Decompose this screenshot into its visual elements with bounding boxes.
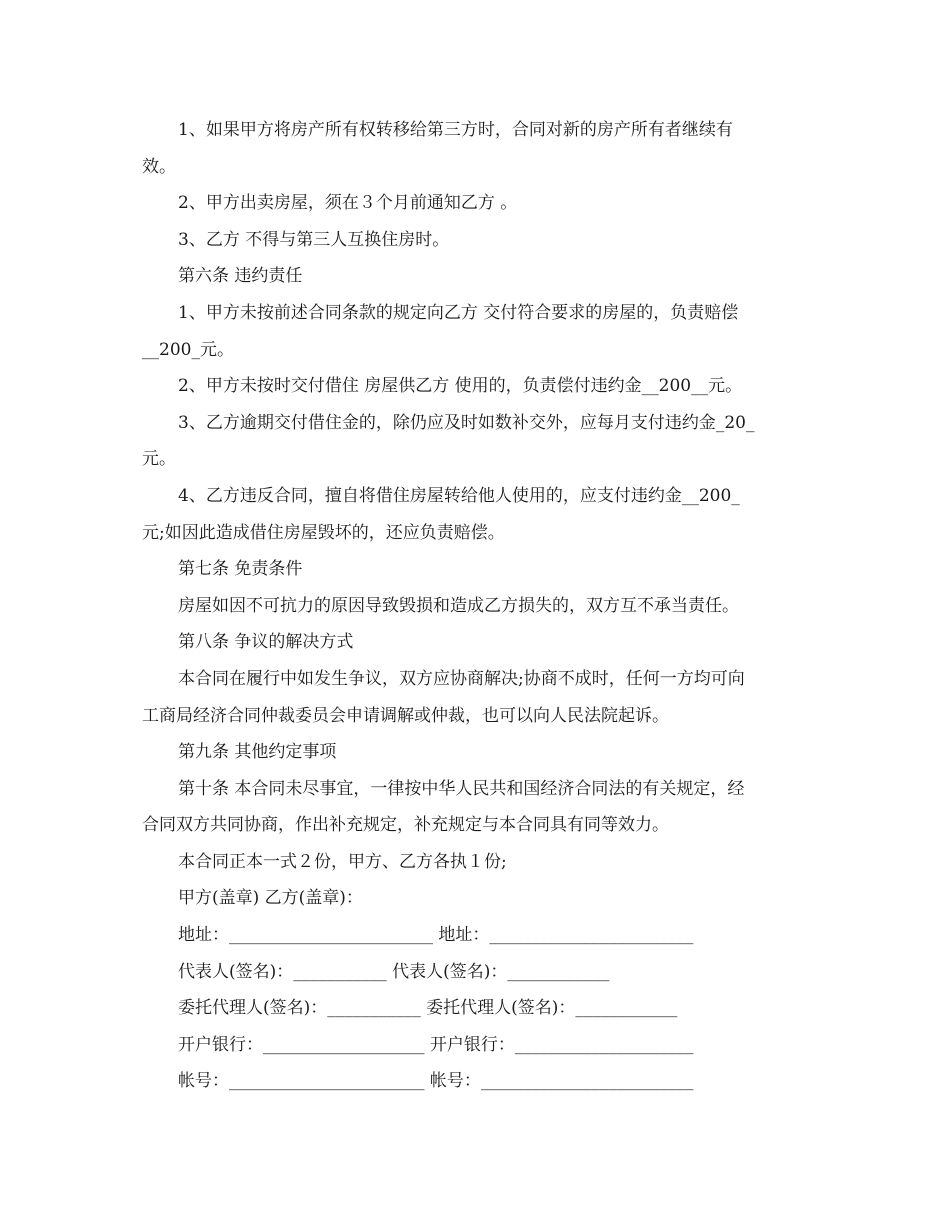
section-heading: 第六条 违约责任 — [178, 266, 303, 287]
section-heading: 第九条 其他约定事项 — [178, 742, 337, 763]
signature-heading: 甲方(盖章) 乙方(盖章)： — [178, 888, 363, 909]
clause-line: 本合同在履行中如发生争议，双方应协商解决;协商不成时，任何一方均可向 — [178, 668, 745, 689]
clause-line: 4、乙方违反合同，擅自将借住房屋转给他人使用的，应支付违约金__200_ — [178, 485, 740, 506]
clause-line: 工商局经济合同仲裁委员会申请调解或仲裁，也可以向人民法院起诉。 — [142, 705, 669, 726]
clause-line: 2、甲方未按时交付借住 房屋供乙方 使用的，负责偿付违约金__200__元。 — [178, 376, 743, 397]
signature-address-line: 地址：________________________ 地址：________________________ — [178, 925, 694, 946]
clause-line: 1、甲方未按前述合同条款的规定向乙方 交付符合要求的房屋的，负责赔偿 — [178, 302, 739, 323]
clause-line: 本合同正本一式２份，甲方、乙方各执１份; — [178, 851, 507, 872]
clause-line: 第十条 本合同未尽事宜，一律按中华人民共和国经济合同法的有关规定，经 — [178, 778, 745, 799]
signature-bank-line: 开户银行：___________________ 开户银行：_____________________ — [178, 1034, 694, 1055]
signature-representative-line: 代表人(签名)：___________ 代表人(签名)：____________ — [178, 961, 610, 982]
clause-line: 合同双方共同协商，作出补充规定，补充规定与本合同具有同等效力。 — [142, 815, 669, 836]
clause-line: 3、乙方 不得与第三人互换住房时。 — [178, 229, 450, 250]
signature-agent-line: 委托代理人(签名)：___________ 委托代理人(签名)：____________ — [178, 998, 678, 1019]
clause-line: 效。 — [142, 156, 176, 177]
clause-line: 2、甲方出卖房屋，须在３个月前通知乙方 。 — [178, 193, 518, 214]
signature-account-line: 帐号：_______________________ 帐号：_________________________ — [178, 1071, 694, 1092]
section-heading: 第七条 免责条件 — [178, 559, 303, 580]
section-heading: 第八条 争议的解决方式 — [178, 632, 354, 653]
clause-line: 房屋如因不可抗力的原因导致毁损和造成乙方损失的，双方互不承当责任。 — [178, 595, 739, 616]
clause-line: 3、乙方逾期交付借住金的，除仍应及时如数补交外，应每月支付违约金_20_ — [178, 412, 755, 433]
document-body — [142, 112, 810, 1100]
clause-line: 元;如因此造成借住房屋毁坏的，还应负责赔偿。 — [142, 522, 505, 543]
clause-line: 1、如果甲方将房产所有权转移给第三方时，合同对新的房产所有者继续有 — [178, 120, 733, 140]
clause-line: __200_元。 — [142, 339, 234, 360]
clause-line: 元。 — [142, 449, 176, 470]
